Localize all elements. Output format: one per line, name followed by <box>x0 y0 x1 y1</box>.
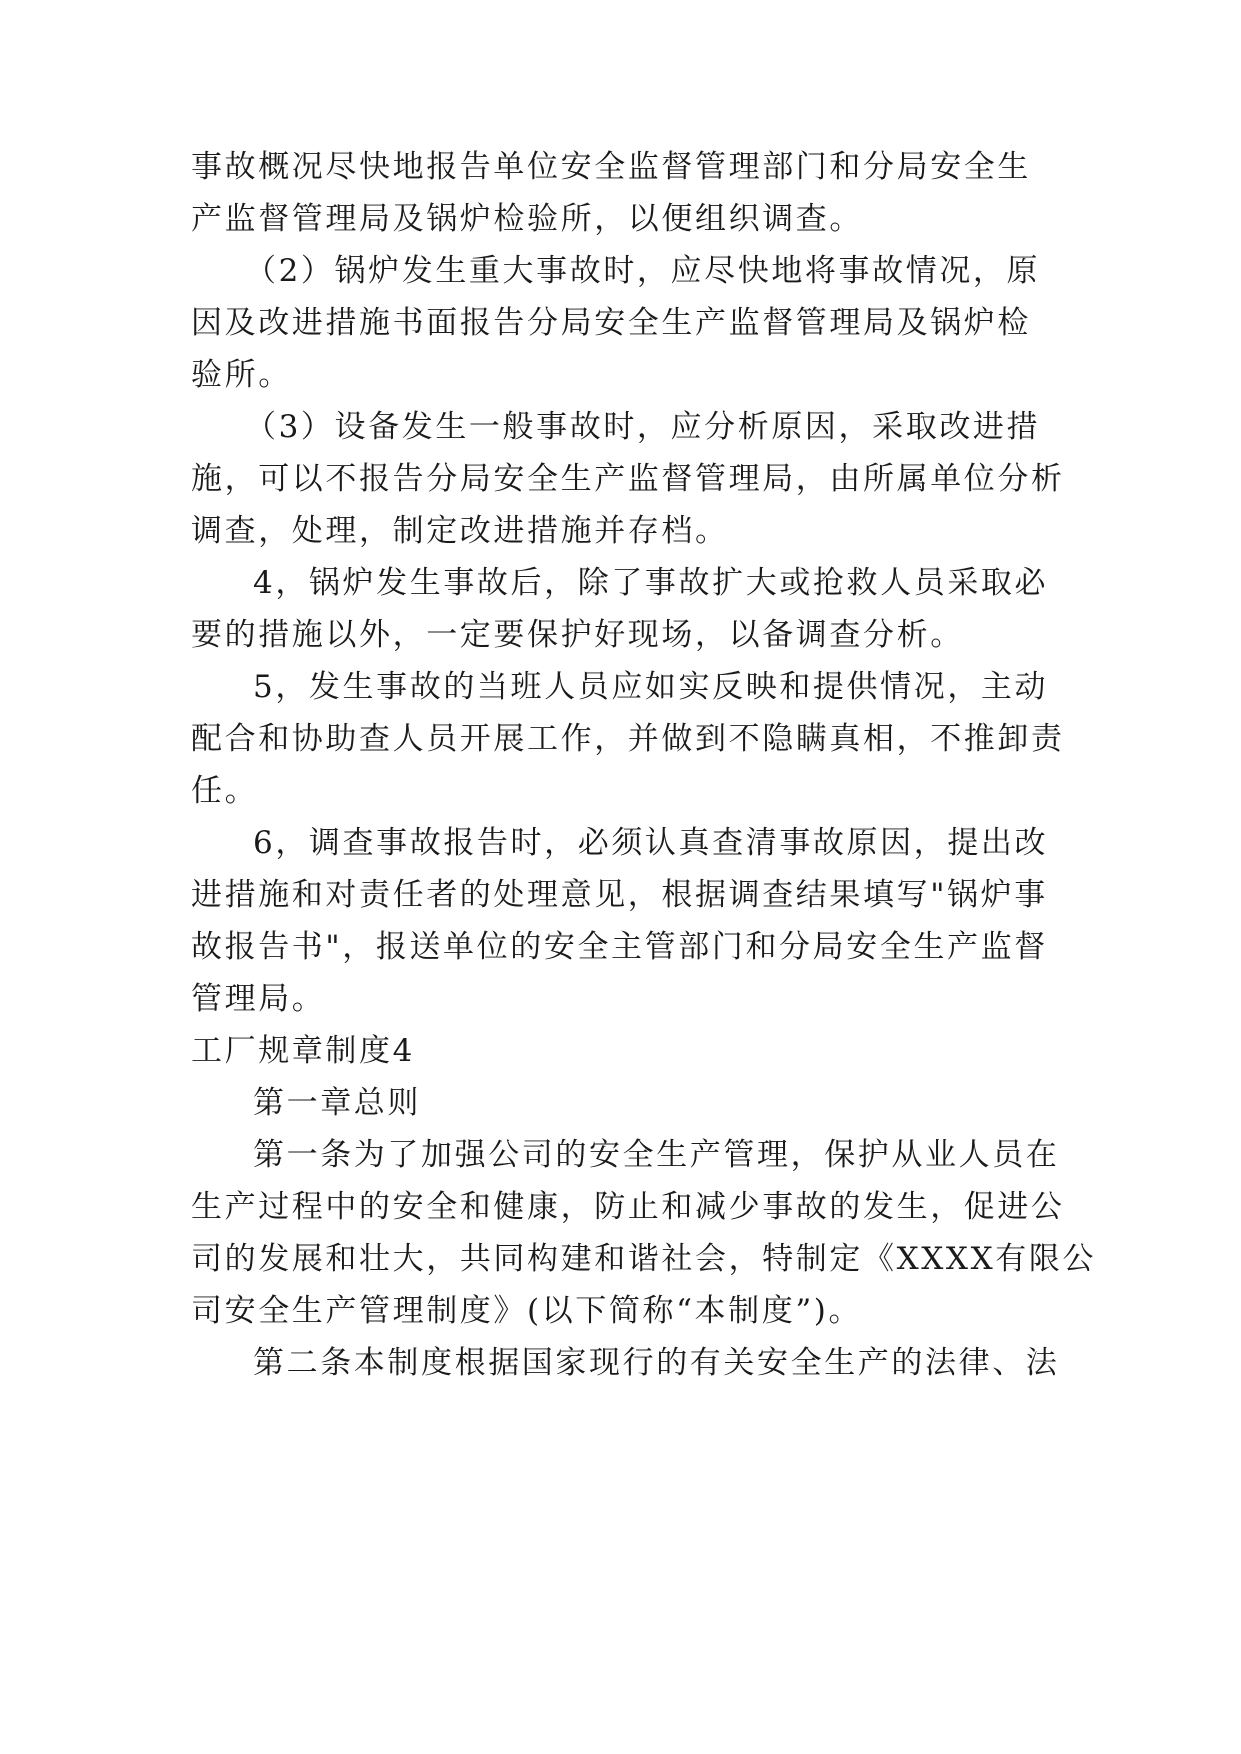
text-line: 故报告书"，报送单位的安全主管部门和分局安全生产监督 <box>191 929 1048 965</box>
text-line: 管理局。 <box>191 981 326 1017</box>
text-line: 施，可以不报告分局安全生产监督管理局，由所属单位分析 <box>191 461 1065 497</box>
text-line: 6，调查事故报告时，必须认真查清事故原因，提出改 <box>253 825 1049 861</box>
text-line: 第一条为了加强公司的安全生产管理，保护从业人员在 <box>253 1137 1060 1173</box>
text-line: 司的发展和壮大，共同构建和谐社会，特制定《XXXX有限公 <box>191 1241 1097 1277</box>
text-line: 配合和协助查人员开展工作，并做到不隐瞒真相，不推卸责 <box>191 721 1065 757</box>
text-line: 进措施和对责任者的处理意见，根据调查结果填写"锅炉事 <box>191 877 1048 913</box>
text-line: 产监督管理局及锅炉检验所，以便组织调查。 <box>191 201 863 237</box>
text-line: 4，锅炉发生事故后，除了事故扩大或抢救人员采取必 <box>253 565 1049 601</box>
text-line: 5，发生事故的当班人员应如实反映和提供情况，主动 <box>253 669 1049 705</box>
text-line: 因及改进措施书面报告分局安全生产监督管理局及锅炉检 <box>191 305 1031 341</box>
text-line: 生产过程中的安全和健康，防止和减少事故的发生，促进公 <box>191 1189 1065 1225</box>
text-line: 事故概况尽快地报告单位安全监督管理部门和分局安全生 <box>191 149 1031 185</box>
text-line: 验所。 <box>191 357 292 393</box>
text-line: （2）锅炉发生重大事故时，应尽快地将事故情况，原 <box>245 253 1041 289</box>
text-line: 任。 <box>191 773 259 809</box>
text-line: 司安全生产管理制度》(以下简称“本制度”)。 <box>191 1293 863 1329</box>
chapter-heading: 第一章总则 <box>253 1085 421 1121</box>
section-heading: 工厂规章制度4 <box>191 1033 415 1069</box>
text-line: 要的措施以外，一定要保护好现场，以备调查分析。 <box>191 617 964 653</box>
text-line: （3）设备发生一般事故时，应分析原因，采取改进措 <box>245 409 1041 445</box>
text-line: 调查，处理，制定改进措施并存档。 <box>191 513 729 549</box>
text-line: 第二条本制度根据国家现行的有关安全生产的法律、法 <box>253 1345 1060 1381</box>
